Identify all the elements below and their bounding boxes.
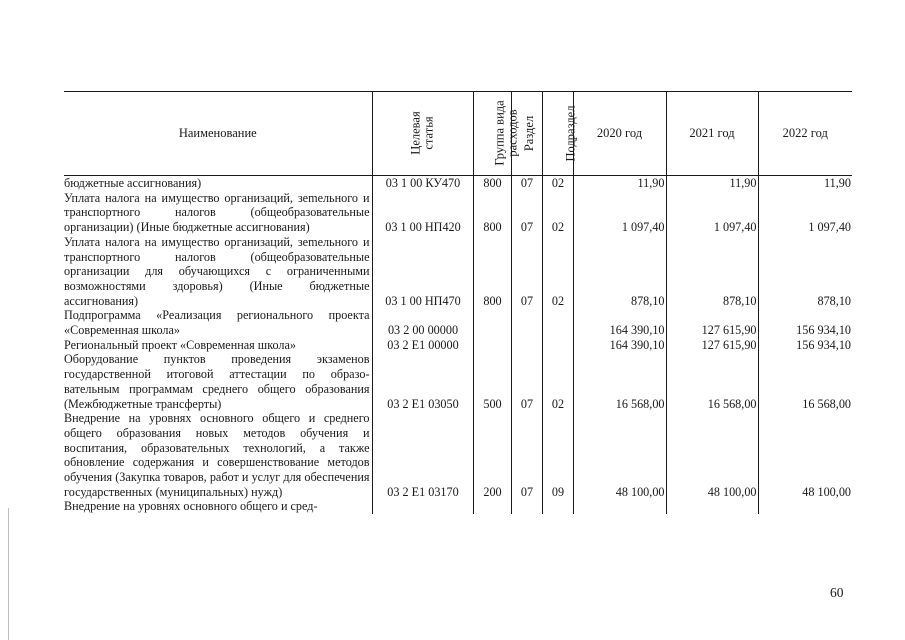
row-name: Внедрение на уровнях основного общего и сред- <box>64 499 318 514</box>
table-row <box>64 338 852 353</box>
row-value-2021 <box>666 499 758 514</box>
header-subsection: Подраздел <box>542 92 573 176</box>
row-name: Уплата налога на имущество организаций, зеmельного и транспортного налогов (общеобразовательные организации для обучающихся с ограниченными возможностями здоровья) (Иные бюджетные ассигнования) <box>64 234 370 308</box>
row-value-2022: 16 568,00 <box>758 352 852 411</box>
table-row <box>64 191 852 235</box>
row-subsection: 09 <box>542 411 573 499</box>
row-expense-group <box>473 308 511 337</box>
row-value-2022 <box>758 499 852 514</box>
row-value-2021: 16 568,00 <box>666 352 758 411</box>
row-value-2022: 878,10 <box>758 235 852 309</box>
row-value-2021: 127 615,90 <box>666 308 758 337</box>
row-subsection <box>542 499 573 514</box>
row-section <box>511 338 542 353</box>
table-row <box>64 308 852 337</box>
row-section: 07 <box>511 176 542 191</box>
row-expense-group: 800 <box>473 191 511 235</box>
row-target-article: 03 2 00 00000 <box>372 308 473 337</box>
row-value-2022: 156 934,10 <box>758 338 852 353</box>
scan-edge-line <box>8 508 9 640</box>
row-section <box>511 308 542 337</box>
row-section: 07 <box>511 352 542 411</box>
table-row <box>64 499 852 514</box>
row-name: Оборудование пунктов проведения экзаменов государственной итоговой аттестации по образовательным программам среднего общего образования (Межбюджетные трансферты) <box>64 352 370 411</box>
table-header-row <box>64 92 852 176</box>
row-value-2020: 1 097,40 <box>573 191 666 235</box>
row-value-2021: 878,10 <box>666 235 758 309</box>
header-year-2020: 2020 год <box>573 92 666 176</box>
row-target-article: 03 1 00 КУ470 <box>372 176 473 191</box>
row-value-2020 <box>573 499 666 514</box>
row-target-article: 03 1 00 НП470 <box>372 235 473 309</box>
row-value-2022: 11,90 <box>758 176 852 191</box>
row-name: Внедрение на уровнях основного общего и среднего общего образования новых методов обучения и воспитания, образовательных технологий, а также обновление содержания и совершенствование методов обучения (Закупка товаров, работ и услуг для обеспечения государственных (муниципальных) нужд) <box>64 411 370 499</box>
row-value-2020: 164 390,10 <box>573 308 666 337</box>
row-value-2021: 11,90 <box>666 176 758 191</box>
header-expense-group: Группа вида расходов <box>473 92 511 176</box>
row-section: 07 <box>511 411 542 499</box>
row-value-2022: 1 097,40 <box>758 191 852 235</box>
row-name: Региональный проект «Современная школа» <box>64 337 297 352</box>
row-subsection <box>542 338 573 353</box>
table-row <box>64 176 852 191</box>
row-target-article <box>372 499 473 514</box>
row-subsection: 02 <box>542 352 573 411</box>
row-value-2020: 878,10 <box>573 235 666 309</box>
row-value-2021: 1 097,40 <box>666 191 758 235</box>
header-target-article: Целевая статья <box>372 92 473 176</box>
row-value-2021: 48 100,00 <box>666 411 758 499</box>
row-name: Подпрограмма «Реализация регионального проекта «Современная школа» <box>64 308 370 338</box>
table-row <box>64 352 852 411</box>
budget-allocation-table <box>64 91 852 514</box>
header-year-2021: 2021 год <box>666 92 758 176</box>
table-row <box>64 411 852 499</box>
row-name: Уплата налога на имущество организаций, зеmельного и транспортного налогов (общеобразовательные организации) (Иные бюджетные ассигнования) <box>64 190 370 235</box>
row-name: бюджетные ассигнования) <box>64 176 202 190</box>
row-subsection: 02 <box>542 235 573 309</box>
row-target-article: 03 2 E1 03050 <box>372 352 473 411</box>
row-expense-group: 800 <box>473 176 511 191</box>
header-name: Наименование <box>64 92 372 176</box>
header-section: Раздел <box>511 92 542 176</box>
table-row <box>64 235 852 309</box>
row-value-2021: 127 615,90 <box>666 338 758 353</box>
row-section <box>511 499 542 514</box>
row-value-2022: 48 100,00 <box>758 411 852 499</box>
row-target-article: 03 2 E1 00000 <box>372 338 473 353</box>
row-section: 07 <box>511 191 542 235</box>
row-subsection <box>542 308 573 337</box>
row-expense-group: 800 <box>473 235 511 309</box>
row-section: 07 <box>511 235 542 309</box>
row-expense-group <box>473 338 511 353</box>
header-year-2022: 2022 год <box>758 92 852 176</box>
row-subsection: 02 <box>542 176 573 191</box>
row-subsection: 02 <box>542 191 573 235</box>
row-target-article: 03 1 00 НП420 <box>372 191 473 235</box>
row-value-2020: 16 568,00 <box>573 352 666 411</box>
row-value-2020: 11,90 <box>573 176 666 191</box>
row-value-2022: 156 934,10 <box>758 308 852 337</box>
row-expense-group: 500 <box>473 352 511 411</box>
page-number: 60 <box>830 585 844 600</box>
row-expense-group <box>473 499 511 514</box>
row-value-2020: 164 390,10 <box>573 338 666 353</box>
row-expense-group: 200 <box>473 411 511 499</box>
row-target-article: 03 2 E1 03170 <box>372 411 473 499</box>
row-value-2020: 48 100,00 <box>573 411 666 499</box>
